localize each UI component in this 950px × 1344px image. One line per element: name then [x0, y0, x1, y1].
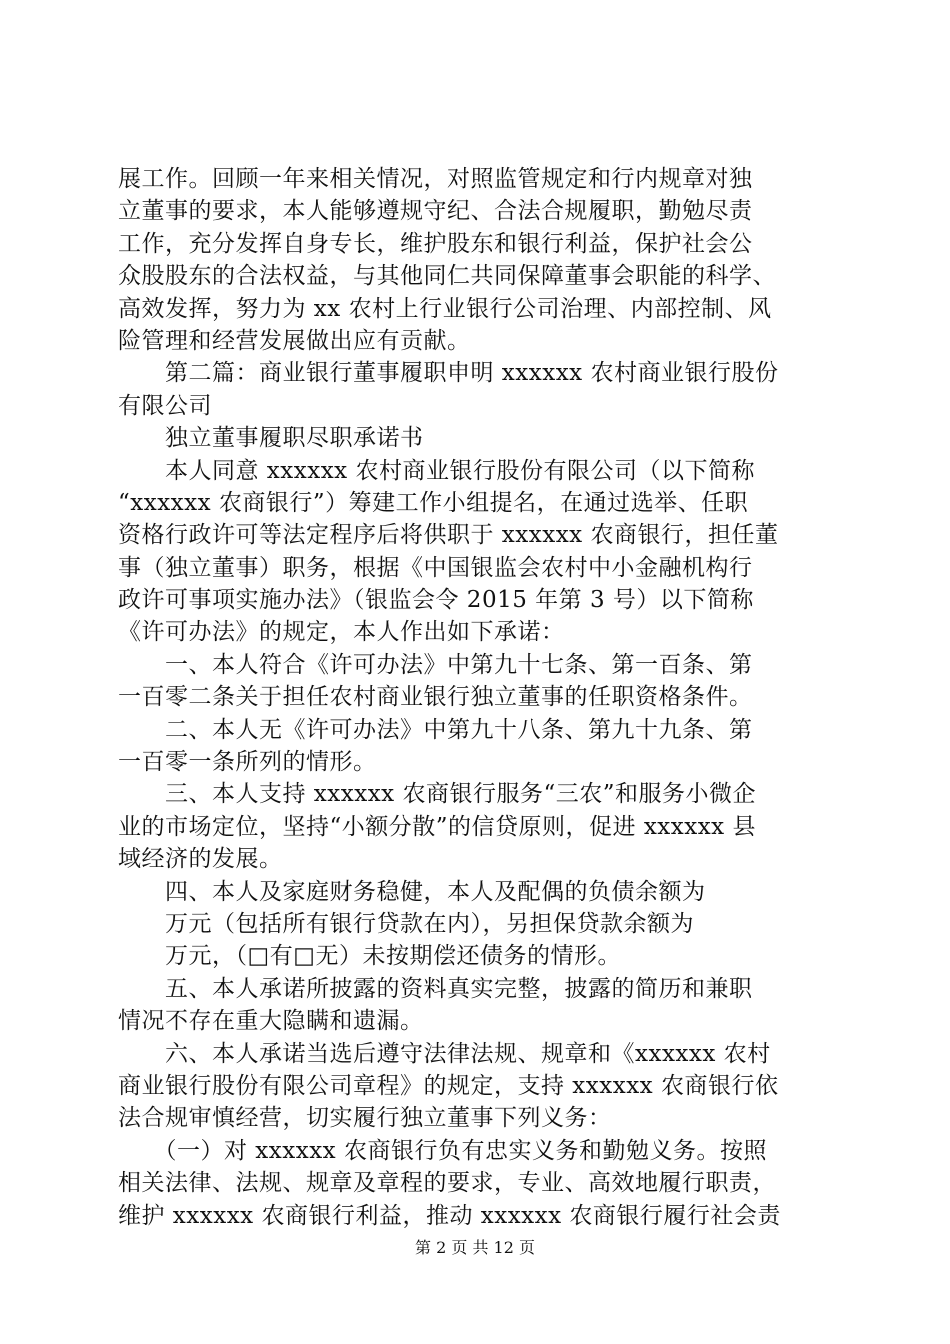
text-line: 事（独立董事）职务，根据《中国银监会农村中小金融机构行 — [118, 554, 753, 581]
document-body — [118, 163, 840, 1232]
text-line: 高效发挥，努力为 xx 农村上行业银行公司治理、内部控制、风 — [118, 295, 772, 322]
text-line: 政许可事项实施办法》（银监会令 2015 年第 3 号）以下简称 — [118, 587, 754, 614]
subtitle-line: 独立董事履职尽职承诺书 — [118, 425, 424, 452]
text-line: 二、本人无《许可办法》中第九十八条、第九十九条、第 — [118, 716, 753, 743]
text-line: 域经济的发展。 — [118, 846, 283, 873]
text-line: 《许可办法》的规定，本人作出如下承诺： — [118, 619, 565, 646]
text-line: 情况不存在重大隐瞒和遗漏。 — [118, 1008, 424, 1035]
page-number-footer: 第 2 页 共 12 页 — [415, 1238, 535, 1257]
text-line: 险管理和经营发展做出应有贡献。 — [118, 327, 471, 354]
text-line: （一）对 xxxxxx 农商银行负有忠实义务和勤勉义务。按照 — [118, 1137, 767, 1164]
text-line: 法合规审慎经营，切实履行独立董事下列义务： — [118, 1105, 612, 1132]
text-line: 相关法律、法规、规章及章程的要求，专业、高效地履行职责， — [118, 1170, 776, 1197]
text-line: 万元，（□有□无）未按期偿还债务的情形。 — [118, 943, 621, 970]
text-line: 立董事的要求，本人能够遵规守纪、合法合规履职，勤勉尽责 — [118, 198, 753, 225]
text-line: 一、本人符合《许可办法》中第九十七条、第一百条、第 — [118, 651, 753, 678]
text-line: 四、本人及家庭财务稳健，本人及配偶的负债余额为 — [118, 878, 706, 905]
text-line: 五、本人承诺所披露的资料真实完整，披露的简历和兼职 — [118, 975, 753, 1002]
text-line: 工作，充分发挥自身专长，维护股东和银行利益，保护社会公 — [118, 230, 753, 257]
text-line: 商业银行股份有限公司章程》的规定，支持 xxxxxx 农商银行依 — [118, 1072, 779, 1099]
text-line: 展工作。回顾一年来相关情况，对照监管规定和行内规章对独 — [118, 166, 753, 192]
text-line: 六、本人承诺当选后遵守法律法规、规章和《xxxxxx 农村 — [118, 1040, 771, 1067]
section-heading-line: 有限公司 — [118, 392, 212, 419]
text-line: 资格行政许可等法定程序后将供职于 xxxxxx 农商银行，担任董 — [118, 522, 779, 549]
text-line: “xxxxxx 农商银行”）筹建工作小组提名，在通过选举、任职 — [118, 489, 749, 516]
text-line: 众股股东的合法权益，与其他同仁共同保障董事会职能的科学、 — [118, 263, 776, 290]
text-line: 一百零一条所列的情形。 — [118, 749, 377, 776]
text-line: 三、本人支持 xxxxxx 农商银行服务“三农”和服务小微企 — [118, 781, 756, 808]
text-line: 一百零二条关于担任农村商业银行独立董事的任职资格条件。 — [118, 684, 753, 711]
text-line: 万元（包括所有银行贷款在内），另担保贷款余额为 — [118, 910, 694, 937]
text-line: 本人同意 xxxxxx 农村商业银行股份有限公司（以下简称 — [118, 457, 755, 484]
text-line: 维护 xxxxxx 农商银行利益，推动 xxxxxx 农商银行履行社会责 — [118, 1202, 781, 1229]
section-heading-line: 第二篇：商业银行董事履职申明 xxxxxx 农村商业银行股份 — [118, 360, 779, 387]
text-line: 业的市场定位，坚持“小额分散”的信贷原则，促进 xxxxxx 县 — [118, 813, 756, 840]
